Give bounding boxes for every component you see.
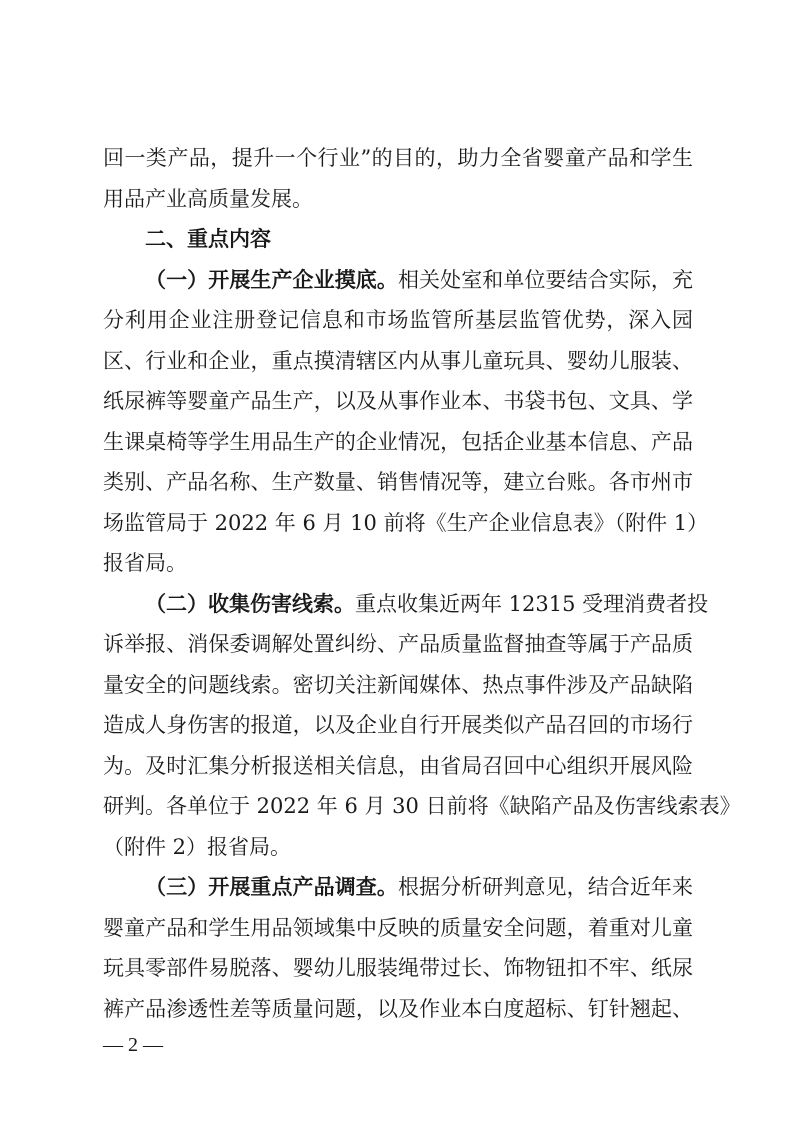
bold-heading: 二、重点内容 <box>145 226 271 251</box>
text-line <box>103 989 693 1030</box>
text-line <box>103 665 693 706</box>
body-text: （附件 2）报省局。 <box>103 834 292 859</box>
bold-heading: （一）开展生产企业摸底。 <box>145 266 398 292</box>
text-line <box>103 867 693 908</box>
text-line <box>103 543 693 584</box>
body-text: 玩具零部件易脱落、婴幼儿服装绳带过长、饰物钮扣不牢、纸尿 <box>103 956 693 980</box>
body-text: 分利用企业注册登记信息和市场监管所基层监管优势，深入园 <box>103 308 693 332</box>
body-text: 造成人身伤害的报道，以及企业自行开展类似产品召回的市场行 <box>103 713 693 737</box>
body-text: 用品产业高质量发展。 <box>103 186 313 211</box>
text-line <box>103 705 693 746</box>
text-line <box>103 908 693 949</box>
text-line <box>103 746 693 787</box>
text-line <box>103 422 693 463</box>
body-text: 纸尿裤等婴童产品生产，以及从事作业本、书袋书包、文具、学 <box>103 389 693 413</box>
text-line <box>103 827 693 868</box>
body-text: 报省局。 <box>103 551 187 575</box>
body-text: 为。及时汇集分析报送相关信息，由省局召回中心组织开展风险 <box>103 753 693 778</box>
text-line <box>103 381 693 422</box>
body-text: 裤产品渗透性差等质量问题，以及作业本白度超标、钉针翘起、 <box>103 996 693 1021</box>
document-body <box>103 138 741 1029</box>
text-line <box>103 948 693 989</box>
text-line <box>103 584 709 625</box>
text-line <box>103 341 693 382</box>
body-text: 根据分析研判意见，结合近年来 <box>397 875 694 899</box>
body-text: 类别、产品名称、生产数量、销售情况等，建立台账。各市州市 <box>103 470 693 494</box>
body-text: 诉举报、消保委调解处置纠纷、产品质量监督抽查等属于产品质 <box>103 632 693 656</box>
body-text: 婴童产品和学生用品领域集中反映的质量安全问题，着重对儿童 <box>103 915 693 940</box>
bold-heading: （三）开展重点产品调查。 <box>145 874 398 899</box>
page-number: — 2 — <box>103 1034 163 1056</box>
text-line <box>103 138 693 179</box>
bold-heading: （二）收集伤害线索。 <box>145 590 355 616</box>
body-text: 相关处室和单位要结合实际，充 <box>397 267 694 292</box>
text-line <box>103 219 693 260</box>
text-line <box>103 260 693 301</box>
text-line <box>103 300 693 341</box>
text-line <box>103 462 693 503</box>
body-text: 区、行业和企业，重点摸清辖区内从事儿童玩具、婴幼儿服装、 <box>103 348 693 373</box>
body-text: 研判。各单位于 2022 年 6 月 30 日前将《缺陷产品及伤害线索表》 <box>103 794 741 818</box>
body-text: 回一类产品，提升一个行业”的目的，助力全省婴童产品和学生 <box>103 146 693 170</box>
body-text: 生课桌椅等学生用品生产的企业情况，包括企业基本信息、产品 <box>103 429 693 454</box>
text-line <box>103 786 741 827</box>
body-text: 重点收集近两年 12315 受理消费者投 <box>355 591 709 616</box>
text-line <box>103 179 693 220</box>
body-text: 量安全的问题线索。密切关注新闻媒体、热点事件涉及产品缺陷 <box>103 672 693 697</box>
text-line <box>103 503 709 544</box>
body-text: 场监管局于 2022 年 6 月 10 前将《生产企业信息表》（附件 1） <box>103 510 709 535</box>
text-line <box>103 624 693 665</box>
